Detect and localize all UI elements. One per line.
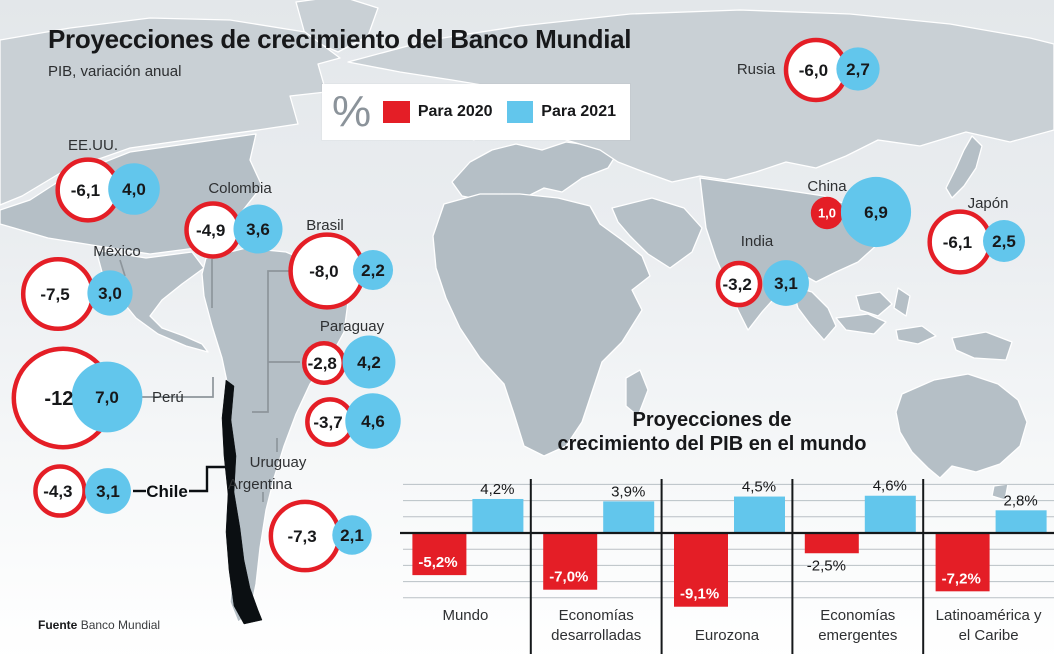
bubble-2021-value-paraguay: 4,2 <box>357 353 381 373</box>
bubble-2021-value-colombia: 3,6 <box>246 220 270 240</box>
bar-2021-label-4: 2,8% <box>1003 492 1038 510</box>
percent-symbol-icon: % <box>332 87 372 136</box>
country-label-china: China <box>807 178 847 195</box>
bubble-2020-value-per-: -12 <box>44 388 74 411</box>
bar-2021-3 <box>865 496 916 533</box>
legend-swatch-2020 <box>383 101 410 123</box>
bar-2021-label-0: 4,2% <box>480 480 515 498</box>
bubble-2020-value-jap-n: -6,1 <box>942 233 973 253</box>
bubble-2020-value-colombia: -4,9 <box>196 221 226 241</box>
country-label-chile: Chile <box>146 482 188 501</box>
category-label-1-line0: Economías <box>558 607 634 624</box>
bar-2021-4 <box>996 510 1047 533</box>
legend-label-2021: Para 2021 <box>541 103 616 120</box>
gdp-bar-chart <box>400 470 1054 661</box>
bar-2020-label-3: -2,5% <box>806 557 846 575</box>
bar-2021-label-3: 4,6% <box>872 477 907 495</box>
country-label-india: India <box>740 233 774 250</box>
bubble-2021-value-chile: 3,1 <box>96 482 120 502</box>
bar-2020-3 <box>805 533 859 553</box>
bar-2020-label-1: -7,0% <box>549 568 589 586</box>
bubble-2020-value-paraguay: -2,8 <box>307 354 337 374</box>
bubble-2021-value-argentina: 2,1 <box>340 526 364 546</box>
category-label-1-line1: desarrolladas <box>551 627 642 644</box>
bubble-2021-value-ee-uu-: 4,0 <box>122 180 146 200</box>
category-label-3-line0: Economías <box>820 607 896 624</box>
legend-swatch-2021 <box>507 101 534 123</box>
bubble-2020-value-ee-uu-: -6,1 <box>70 181 101 201</box>
category-label-4-line1: el Caribe <box>958 627 1019 644</box>
bubble-2021-value-rusia: 2,7 <box>846 60 870 80</box>
bubble-2020-value-brasil: -8,0 <box>309 262 339 282</box>
bubble-2020-value-rusia: -6,0 <box>798 61 829 81</box>
country-label-ee-uu-: EE.UU. <box>67 137 119 154</box>
bubble-2020-value-chile: -4,3 <box>43 482 73 502</box>
bubble-2020-value-india: -3,2 <box>722 275 752 295</box>
country-label-uruguay: Uruguay <box>249 454 307 471</box>
chart-title-line1: Proyecciones de <box>632 409 792 431</box>
bubble-2021-value-brasil: 2,2 <box>361 261 385 281</box>
country-label-argentina: Argentina <box>227 476 293 493</box>
country-label-rusia: Rusia <box>736 61 776 78</box>
bar-2020-label-0: -5,2% <box>418 554 458 572</box>
source-text: Banco Mundial <box>80 618 161 632</box>
bar-2021-2 <box>734 497 785 533</box>
source-label: Fuente <box>38 618 78 632</box>
bar-2020-label-4: -7,2% <box>941 570 981 588</box>
country-label-brasil: Brasil <box>306 217 344 234</box>
bar-2021-label-1: 3,9% <box>611 483 646 501</box>
source-note <box>38 618 160 632</box>
country-label-m-xico: México <box>93 243 141 260</box>
bubble-2020-value-china: 1,0 <box>817 205 837 221</box>
page-title: Proyecciones de crecimiento del Banco Mundial <box>48 24 632 54</box>
bar-2021-1 <box>603 501 654 533</box>
bar-2021-label-2: 4,5% <box>741 478 777 496</box>
bubble-2021-value-uruguay: 4,6 <box>361 412 385 432</box>
bubble-2021-value-per-: 7,0 <box>95 388 119 408</box>
bubble-2020-value-uruguay: -3,7 <box>313 413 343 433</box>
legend-label-2020: Para 2020 <box>417 103 493 120</box>
category-label-3-line1: emergentes <box>818 627 898 644</box>
country-label-jap-n: Japón <box>967 195 1009 212</box>
bubble-2021-value-china: 6,9 <box>864 203 888 223</box>
category-label-4-line0: Latinoamérica y <box>935 607 1042 624</box>
country-label-per-: Perú <box>152 389 184 406</box>
category-label-0-line0: Mundo <box>442 607 489 624</box>
legend <box>322 84 630 140</box>
category-label-2-line0: Eurozona <box>694 627 760 644</box>
bar-2021-0 <box>472 499 523 533</box>
page-subtitle: PIB, variación anual <box>48 63 182 80</box>
bubble-2021-value-india: 3,1 <box>774 274 798 294</box>
bubble-2021-value-m-xico: 3,0 <box>98 284 122 304</box>
chart-title-line2: crecimiento del PIB en el mundo <box>557 433 867 455</box>
leader-line-chile-1 <box>189 467 228 491</box>
leader-line-brasil-0 <box>252 271 290 412</box>
bubble-2020-value-argentina: -7,3 <box>287 527 317 547</box>
bubble-2020-value-m-xico: -7,5 <box>40 285 70 305</box>
bubble-2021-value-jap-n: 2,5 <box>992 232 1016 252</box>
country-label-paraguay: Paraguay <box>319 318 385 335</box>
bar-2020-label-2: -9,1% <box>680 585 720 603</box>
chart-title <box>532 408 892 456</box>
country-label-colombia: Colombia <box>208 180 272 197</box>
